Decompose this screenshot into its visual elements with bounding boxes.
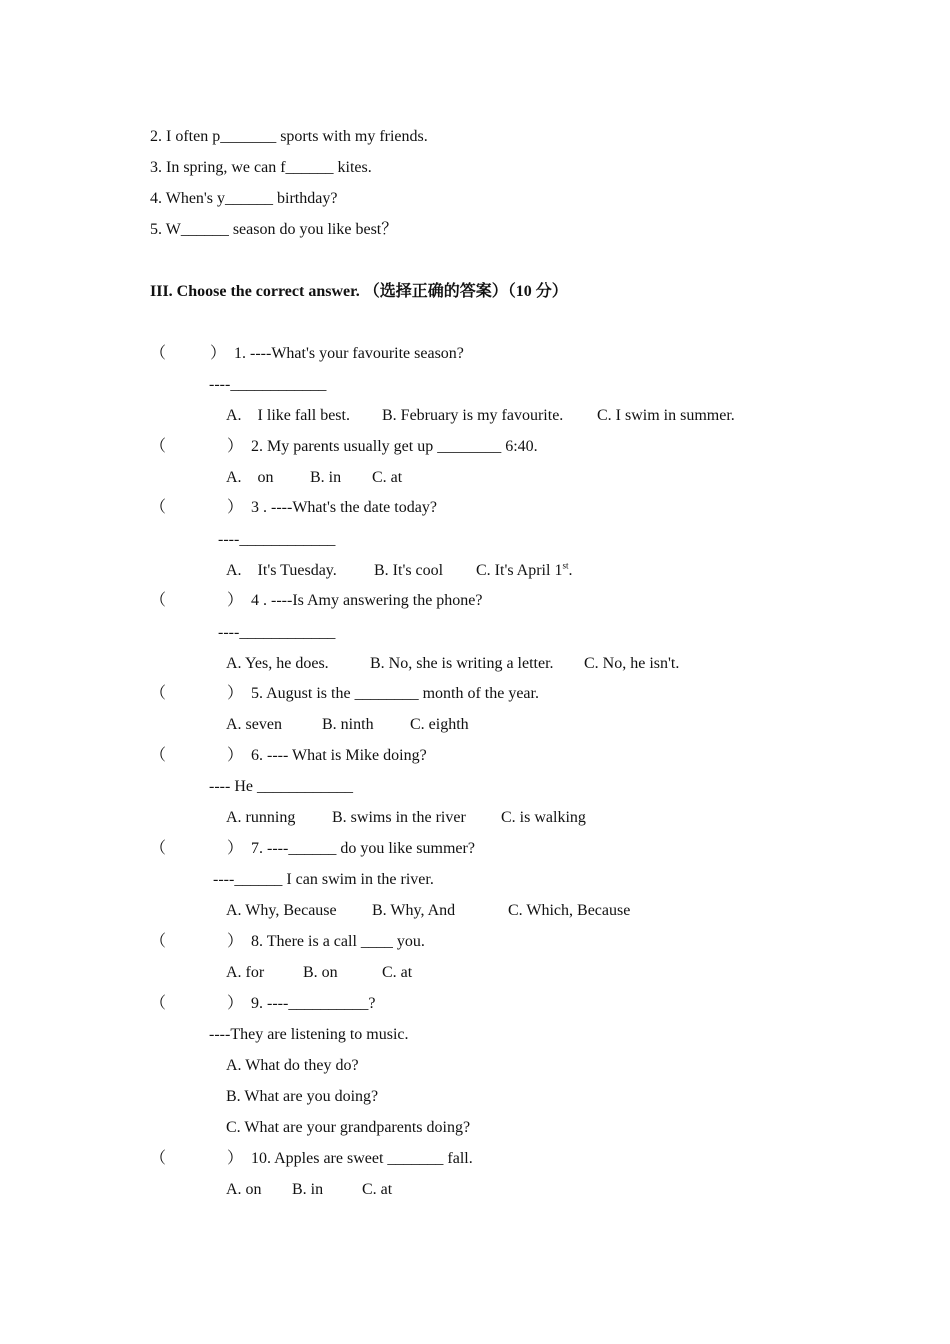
question-2-option-a: A. on: [226, 469, 274, 486]
answer-paren-open: （: [150, 592, 167, 609]
fill-line-3: 3. In spring, we can f______ kites.: [150, 159, 372, 176]
question-10-option-c: C. at: [362, 1181, 393, 1198]
question-1-reply: ----____________: [209, 376, 327, 393]
question-4-option-c: C. No, he isn't.: [584, 655, 680, 672]
answer-paren-close: ）: [210, 345, 227, 362]
answer-paren-close: ）: [227, 685, 244, 702]
answer-paren-open: （: [150, 685, 167, 702]
question-8-option-c: C. at: [382, 964, 413, 981]
answer-paren-close: ）: [227, 499, 244, 516]
question-4-reply: ----____________: [218, 624, 336, 641]
question-9-option-b: B. What are you doing?: [226, 1088, 379, 1105]
question-1-stem: 1. ----What's your favourite season?: [234, 345, 464, 362]
answer-paren-close: ）: [227, 747, 244, 764]
question-9-reply: ----They are listening to music.: [209, 1026, 409, 1043]
question-6-option-c: C. is walking: [501, 809, 586, 826]
question-10-option-b: B. in: [292, 1181, 324, 1198]
question-10-option-a: A. on: [226, 1181, 262, 1198]
answer-paren-close: ）: [227, 840, 244, 857]
question-8-option-b: B. on: [303, 964, 338, 981]
fill-line-5: 5. W______ season do you like best？: [150, 221, 398, 238]
question-10-stem: 10. Apples are sweet _______ fall.: [251, 1150, 473, 1167]
question-4-option-b: B. No, she is writing a letter.: [370, 655, 554, 672]
question-8-stem: 8. There is a call ____ you.: [251, 933, 425, 950]
question-5-option-b: B. ninth: [322, 716, 374, 733]
question-4-option-a: A. Yes, he does.: [226, 655, 329, 672]
answer-paren-close: ）: [227, 995, 244, 1012]
question-3-stem: 3 . ----What's the date today?: [251, 499, 437, 516]
question-6-option-a: A. running: [226, 809, 296, 826]
question-6-reply: ---- He ____________: [209, 778, 353, 795]
question-3-option-c-period: .: [568, 562, 573, 579]
answer-paren-open: （: [150, 747, 167, 764]
question-2-stem: 2. My parents usually get up ________ 6:40.: [251, 438, 538, 455]
question-4-stem: 4 . ----Is Amy answering the phone?: [251, 592, 483, 609]
question-3-option-b: B. It's cool: [374, 562, 444, 579]
question-5-option-c: C. eighth: [410, 716, 469, 733]
question-5-stem: 5. August is the ________ month of the year.: [251, 685, 539, 702]
answer-paren-close: ）: [227, 933, 244, 950]
question-2-option-b: B. in: [310, 469, 342, 486]
answer-paren-close: ）: [227, 438, 244, 455]
question-1-option-a: A. I like fall best.: [226, 407, 350, 424]
question-3-option-c: [476, 561, 572, 581]
question-7-option-b: B. Why, And: [372, 902, 456, 919]
question-3-option-a: A. It's Tuesday.: [226, 562, 337, 579]
question-3-reply: ----____________: [218, 531, 336, 548]
question-9-option-c: C. What are your grandparents doing?: [226, 1119, 471, 1136]
fill-line-2: 2. I often p_______ sports with my friends.: [150, 128, 428, 145]
question-1-option-c: C. I swim in summer.: [597, 407, 735, 424]
answer-paren-open: （: [150, 438, 167, 455]
question-9-option-a: A. What do they do?: [226, 1057, 359, 1074]
question-2-option-c: C. at: [372, 469, 403, 486]
answer-paren-open: （: [150, 499, 167, 516]
question-7-option-a: A. Why, Because: [226, 902, 337, 919]
section-heading: III. Choose the correct answer. （选择正确的答案）（10 分）: [150, 283, 568, 300]
answer-paren-close: ）: [227, 592, 244, 609]
fill-line-4: 4. When's y______ birthday?: [150, 190, 338, 207]
answer-paren-close: ）: [227, 1150, 244, 1167]
answer-paren-open: （: [150, 1150, 167, 1167]
answer-paren-open: （: [150, 995, 167, 1012]
question-3-option-c-text: C. It's April 1: [476, 562, 563, 579]
ordinal-suffix: st: [562, 560, 569, 571]
answer-paren-open: （: [150, 345, 167, 362]
question-9-stem: 9. ----__________?: [251, 995, 376, 1012]
question-7-reply: ----______ I can swim in the river.: [213, 871, 434, 888]
question-5-option-a: A. seven: [226, 716, 282, 733]
answer-paren-open: （: [150, 840, 167, 857]
question-6-option-b: B. swims in the river: [332, 809, 466, 826]
question-7-option-c: C. Which, Because: [508, 902, 631, 919]
question-6-stem: 6. ---- What is Mike doing?: [251, 747, 427, 764]
question-1-option-b: B. February is my favourite.: [382, 407, 564, 424]
answer-paren-open: （: [150, 933, 167, 950]
question-8-option-a: A. for: [226, 964, 265, 981]
question-7-stem: 7. ----______ do you like summer?: [251, 840, 475, 857]
